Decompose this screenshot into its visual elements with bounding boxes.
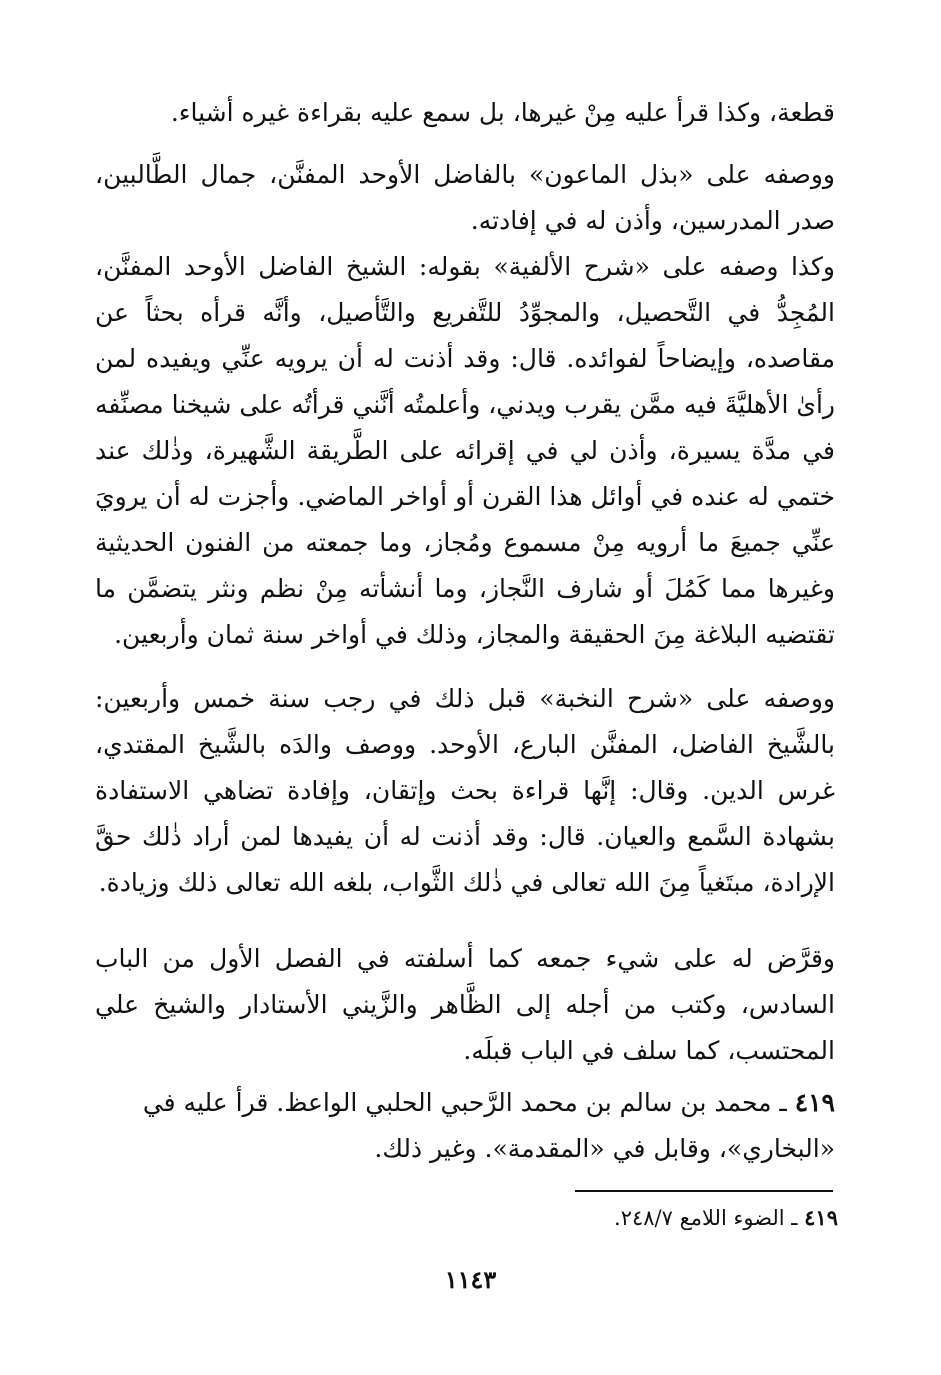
entry-number: ٤١٩: [794, 1088, 835, 1117]
paragraph-continuation: قطعة، وكذا قرأ عليه مِنْ غيرها، بل سمع عليه بقراءة غيره أشياء.: [170, 98, 835, 127]
entry-text-line2: «البخاري»، وقابل في «المقدمة». وغير ذلك.: [374, 1134, 835, 1163]
page-number: ١١٤٣: [444, 1265, 497, 1294]
footnote: [614, 1205, 838, 1230]
biography-entry: [95, 1080, 835, 1172]
paragraph-taqriz: وقرَّض له على شيء جمعه كما أسلفته في الفصل الأول من الباب السادس، وكتب من أجله إلى الظَّاهر والزَّيني الأستادار والشيخ علي المحتسب، كما سلف في الباب قبلَه.: [95, 944, 835, 1065]
footnote-text: ـ الضوء اللامع ٢٤٨/٧.: [614, 1206, 798, 1230]
footnote-divider: [575, 1190, 833, 1192]
entry-first-line: [95, 1080, 835, 1126]
paragraph-bathl-al-maun: ووصفه على «بذل الماعون» بالفاضل الأوحد المفنَّن، جمال الطَّالبين، صدر المدرسين، وأذن له في إفادته.: [95, 160, 835, 235]
footnote-number: ٤١٩: [804, 1205, 838, 1230]
paragraph-sharh-alfiya: وكذا وصفه على «شرح الألفية» بقوله: الشيخ الفاضل الأوحد المفنَّن، المُجِدُّ في التَّحصيل، والمجوِّدُ للتَّفريع والتَّأصيل، وأنَّه قرأه بحثاً عن مقاصده، وإيضاحاً لفوائده. قال: وقد أذنت له أن يرويه عنِّي ويفيده لمن رأىٰ الأهليَّةَ فيه ممَّن يقرب ويدني، وأعلمتُه أنَّني قرأتُه على شيخنا مصنِّفه في مدَّة يسيرة، وأذن لي في إقرائه على الطَّريقة الشَّهيرة، وذٰلك عند ختمي له عنده في أوائل هذا القرن أو أواخر الماضي. وأجزت له أن يرويَ عنِّي جميعَ ما أرويه مِنْ مسموع ومُجاز، وما جمعته من الفنون الحديثية وغيرها مما كَمُلَ أو شارف النَّجاز، وما أنشأته مِنْ نظم ونثر يتضمَّن ما تقتضيه البلاغة مِنَ الحقيقة والمجاز، وذلك في أواخر سنة ثمان وأربعين.: [95, 252, 835, 649]
entry-text-line1: ـ محمد بن سالم بن محمد الرَّحبي الحلبي الواعظ. قرأ عليه في: [142, 1088, 787, 1117]
paragraph-sharh-nukhba: ووصفه على «شرح النخبة» قبل ذلك في رجب سنة خمس وأربعين: بالشَّيخ الفاضل، المفنَّن البارع، الأوحد. ووصف والدَه بالشَّيخ المقتدي، غرس الدين. وقال: إنَّها قراءة بحث وإتقان، وإفادة تضاهي الاستفادة بشهادة السَّمع والعيان. قال: وقد أذنت له أن يفيدها لمن أراد ذٰلك حقَّ الإرادة، مبتَغياً مِنَ الله تعالى في ذٰلك الثَّواب، بلغه الله تعالى ذلك وزيادة.: [95, 684, 835, 897]
